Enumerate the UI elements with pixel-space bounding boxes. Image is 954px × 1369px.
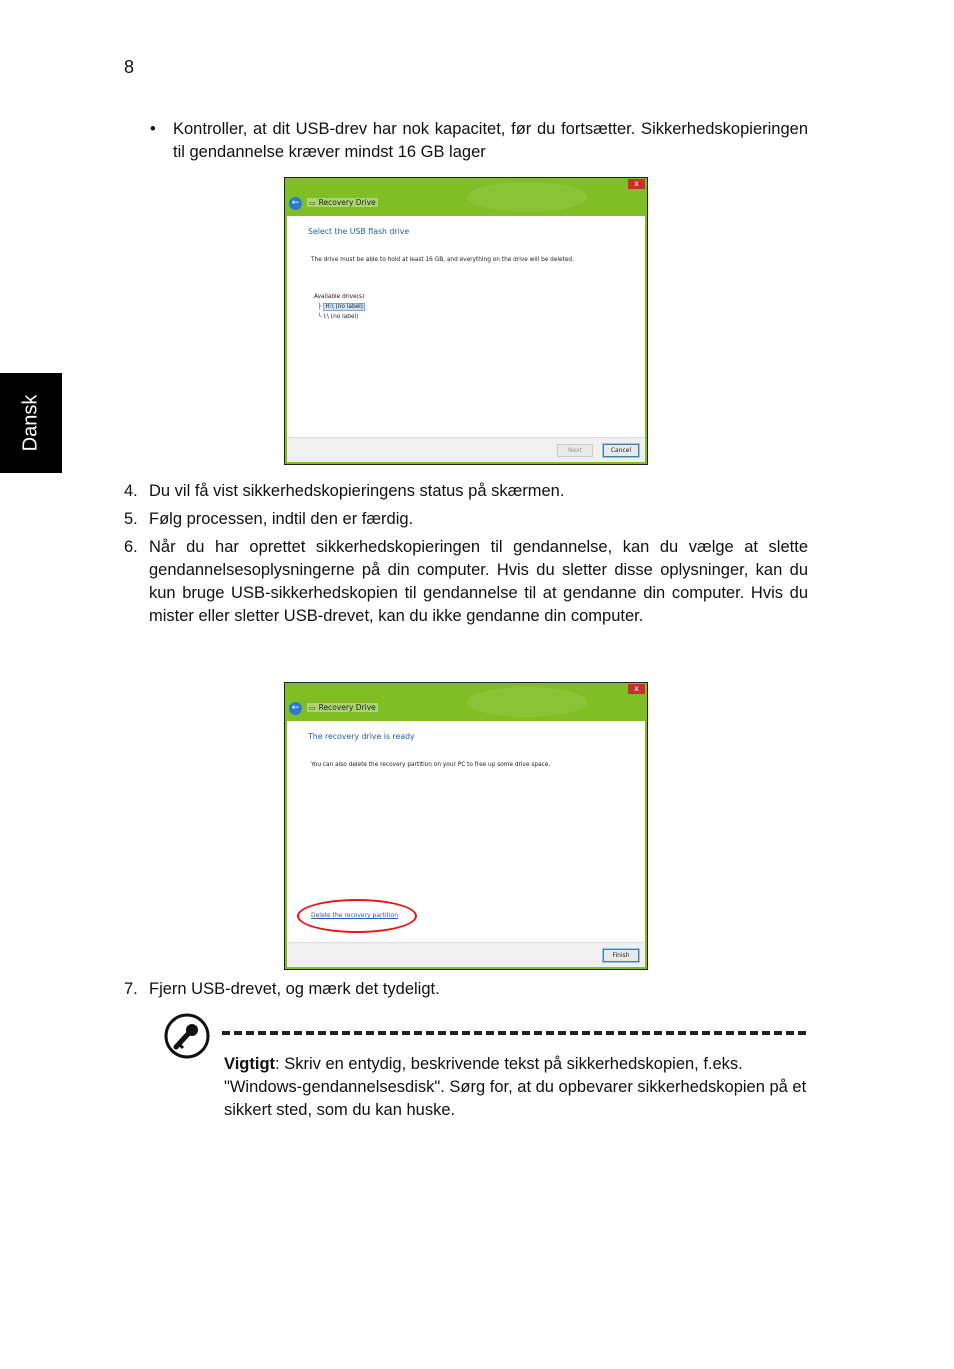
list-item: 6. Når du har oprettet sikkerhedskopieringen til gendannelse, kan du vælge at slette gendannelsesoplysningerne på din computer. Hvis du sletter disse oplysninger, kan du kun bruge USB-sikkerhedskopien til gendannelse til at gendanne din computer. Hvis du mister eller sletter USB-drevet, kan du ikke gendanne din computer.	[124, 538, 808, 625]
window-title: ▭ Recovery Drive	[309, 703, 376, 712]
language-side-tab	[0, 373, 62, 473]
steps-list-a	[124, 480, 808, 633]
back-arrow-icon[interactable]: ←	[289, 702, 302, 715]
bullet-symbol: •	[150, 120, 156, 138]
close-icon[interactable]: x	[628, 684, 645, 694]
steps-list-b	[124, 978, 808, 1006]
dialog-footer	[287, 942, 645, 967]
recovery-drive-window-select	[284, 177, 648, 465]
next-button[interactable]: Next	[557, 444, 593, 457]
capacity-bullet	[150, 118, 808, 164]
finish-button[interactable]: Finish	[603, 949, 639, 962]
list-item: 5. Følg processen, indtil den er færdig.	[124, 510, 414, 528]
close-icon[interactable]: x	[628, 179, 645, 189]
list-item: 4. Du vil få vist sikkerhedskopieringens status på skærmen.	[124, 482, 565, 500]
usb-drive-icon: ▭	[309, 199, 316, 207]
note-body: : Skriv en entydig, beskrivende tekst på sikkerhedskopien, f.eks. "Windows-gendannelsesdisk". Sørg for, at du opbevarer sikkerhedskopien på et sikkert sted, som du kan huske.	[224, 1055, 807, 1119]
dialog-content	[287, 216, 645, 438]
usb-drive-icon: ▭	[309, 704, 316, 712]
dialog-heading: Select the USB flash drive	[308, 227, 410, 236]
note-bold-label: Vigtigt	[224, 1055, 276, 1073]
tree-item-drive-i[interactable]: └ I:\ (no label)	[318, 314, 359, 320]
list-item: 7. Fjern USB-drevet, og mærk det tydeligt.	[124, 980, 440, 998]
dialog-content	[287, 721, 645, 943]
dialog-description: You can also delete the recovery partition on your PC to free up some drive space.	[311, 762, 551, 768]
window-title: ▭ Recovery Drive	[309, 198, 376, 207]
available-drives-tree	[314, 292, 365, 322]
tree-item-drive-h[interactable]: ├ H:\ (no label)	[318, 304, 364, 310]
bullet-text: Kontroller, at dit USB-drev har nok kapacitet, før du fortsætter. Sikkerhedskopieringen til gendannelse kræver mindst 16 GB lager	[173, 120, 808, 161]
dialog-footer	[287, 437, 645, 462]
dialog-heading: The recovery drive is ready	[308, 732, 415, 741]
dialog-description: The drive must be able to hold at least 16 GB, and everything on the drive will be deleted.	[311, 257, 574, 263]
title-bar	[285, 178, 647, 216]
recovery-drive-window-ready	[284, 682, 648, 970]
back-arrow-icon[interactable]: ←	[289, 197, 302, 210]
note-divider	[222, 1031, 806, 1035]
title-bar	[285, 683, 647, 721]
key-icon	[164, 1013, 210, 1059]
cancel-button[interactable]: Cancel	[603, 444, 639, 457]
language-label: Dansk	[19, 394, 42, 452]
page-number: 8	[124, 57, 135, 77]
important-note	[224, 1053, 808, 1122]
delete-recovery-partition-link[interactable]: Delete the recovery partition	[311, 912, 399, 919]
tree-label: Available drive(s)	[314, 294, 365, 300]
